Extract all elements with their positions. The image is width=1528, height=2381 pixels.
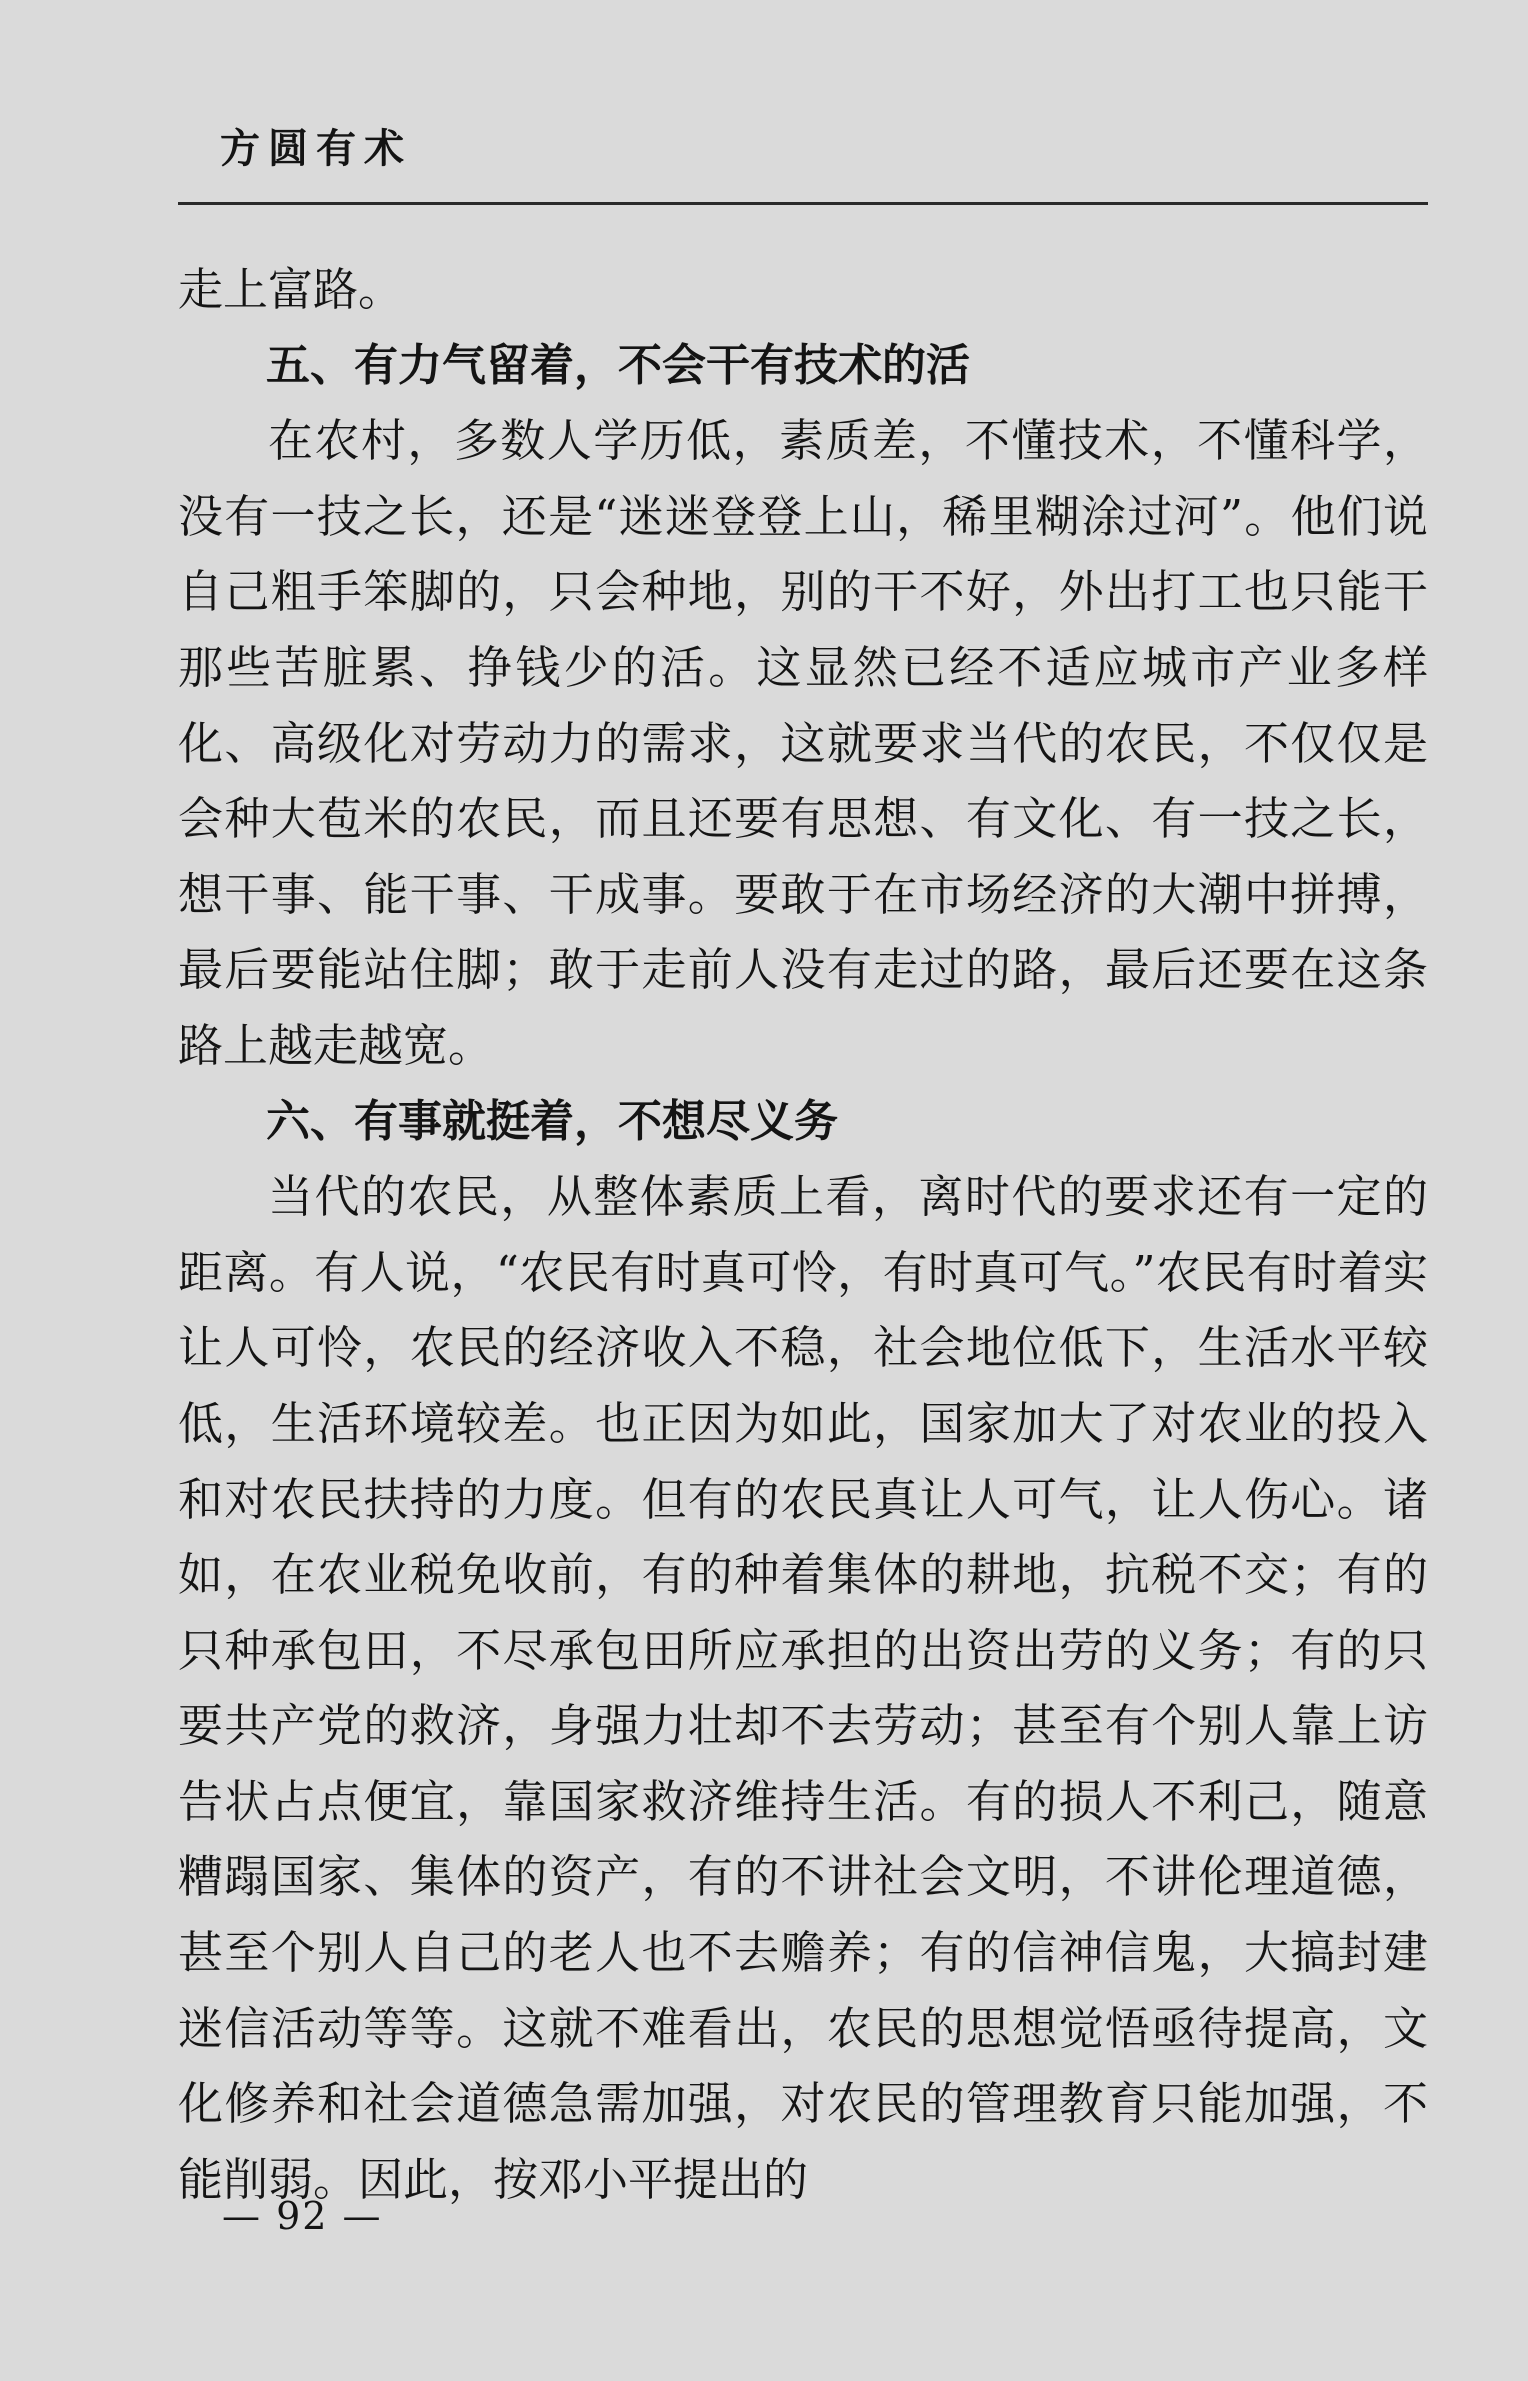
header-rule [178,202,1428,205]
page-header [178,125,1428,173]
paragraph-continuation: 走上富路。 [178,263,404,316]
body-text [178,252,1428,2217]
page-number: — 92 — [222,2194,383,2238]
running-title: 方圆有术 [220,126,412,172]
section-heading-6: 六、有事就挺着，不想尽义务 [266,1095,838,1147]
section-heading-5: 五、有力气留着，不会干有技术的活 [266,339,970,391]
paragraph-1: 在农村，多数人学历低，素质差，不懂技术，不懂科学，没有一技之长，还是“迷迷登登上山，稀里糊涂过河”。他们说自己粗手笨脚的，只会种地，别的干不好，外出打工也只能干那些苦脏累、挣钱少的活。这显然已经不适应城市产业多样化、高级化对劳动力的需求，这就要求当代的农民，不仅仅是会种大苞米的农民，而且还要有思想、有文化、有一技之长，想干事、能干事、干成事。要敢于在市场经济的大潮中拼搏，最后要能站住脚；敢于走前人没有走过的路，最后还要在这条路上越走越宽。 [178,414,1428,1072]
paragraph-2: 当代的农民，从整体素质上看，离时代的要求还有一定的距离。有人说，“农民有时真可怜，有时真可气。”农民有时着实让人可怜，农民的经济收入不稳，社会地位低下，生活水平较低，生活环境较差。也正因为如此，国家加大了对农业的投入和对农民扶持的力度。但有的农民真让人可气，让人伤心。诸如，在农业税免收前，有的种着集体的耕地，抗税不交；有的只种承包田，不尽承包田所应承担的出资出劳的义务；有的只要共产党的救济，身强力壮却不去劳动；甚至有个别人靠上访告状占点便宜，靠国家救济维持生活。有的损人不利己，随意糟蹋国家、集体的资产，有的不讲社会文明，不讲伦理道德，甚至个别人自己的老人也不去赡养；有的信神信鬼，大搞封建迷信活动等等。这就不难看出，农民的思想觉悟亟待提高，文化修养和社会道德急需加强，对农民的管理教育只能加强，不能削弱。因此，按邓小平提出的 [178,1170,1428,2206]
